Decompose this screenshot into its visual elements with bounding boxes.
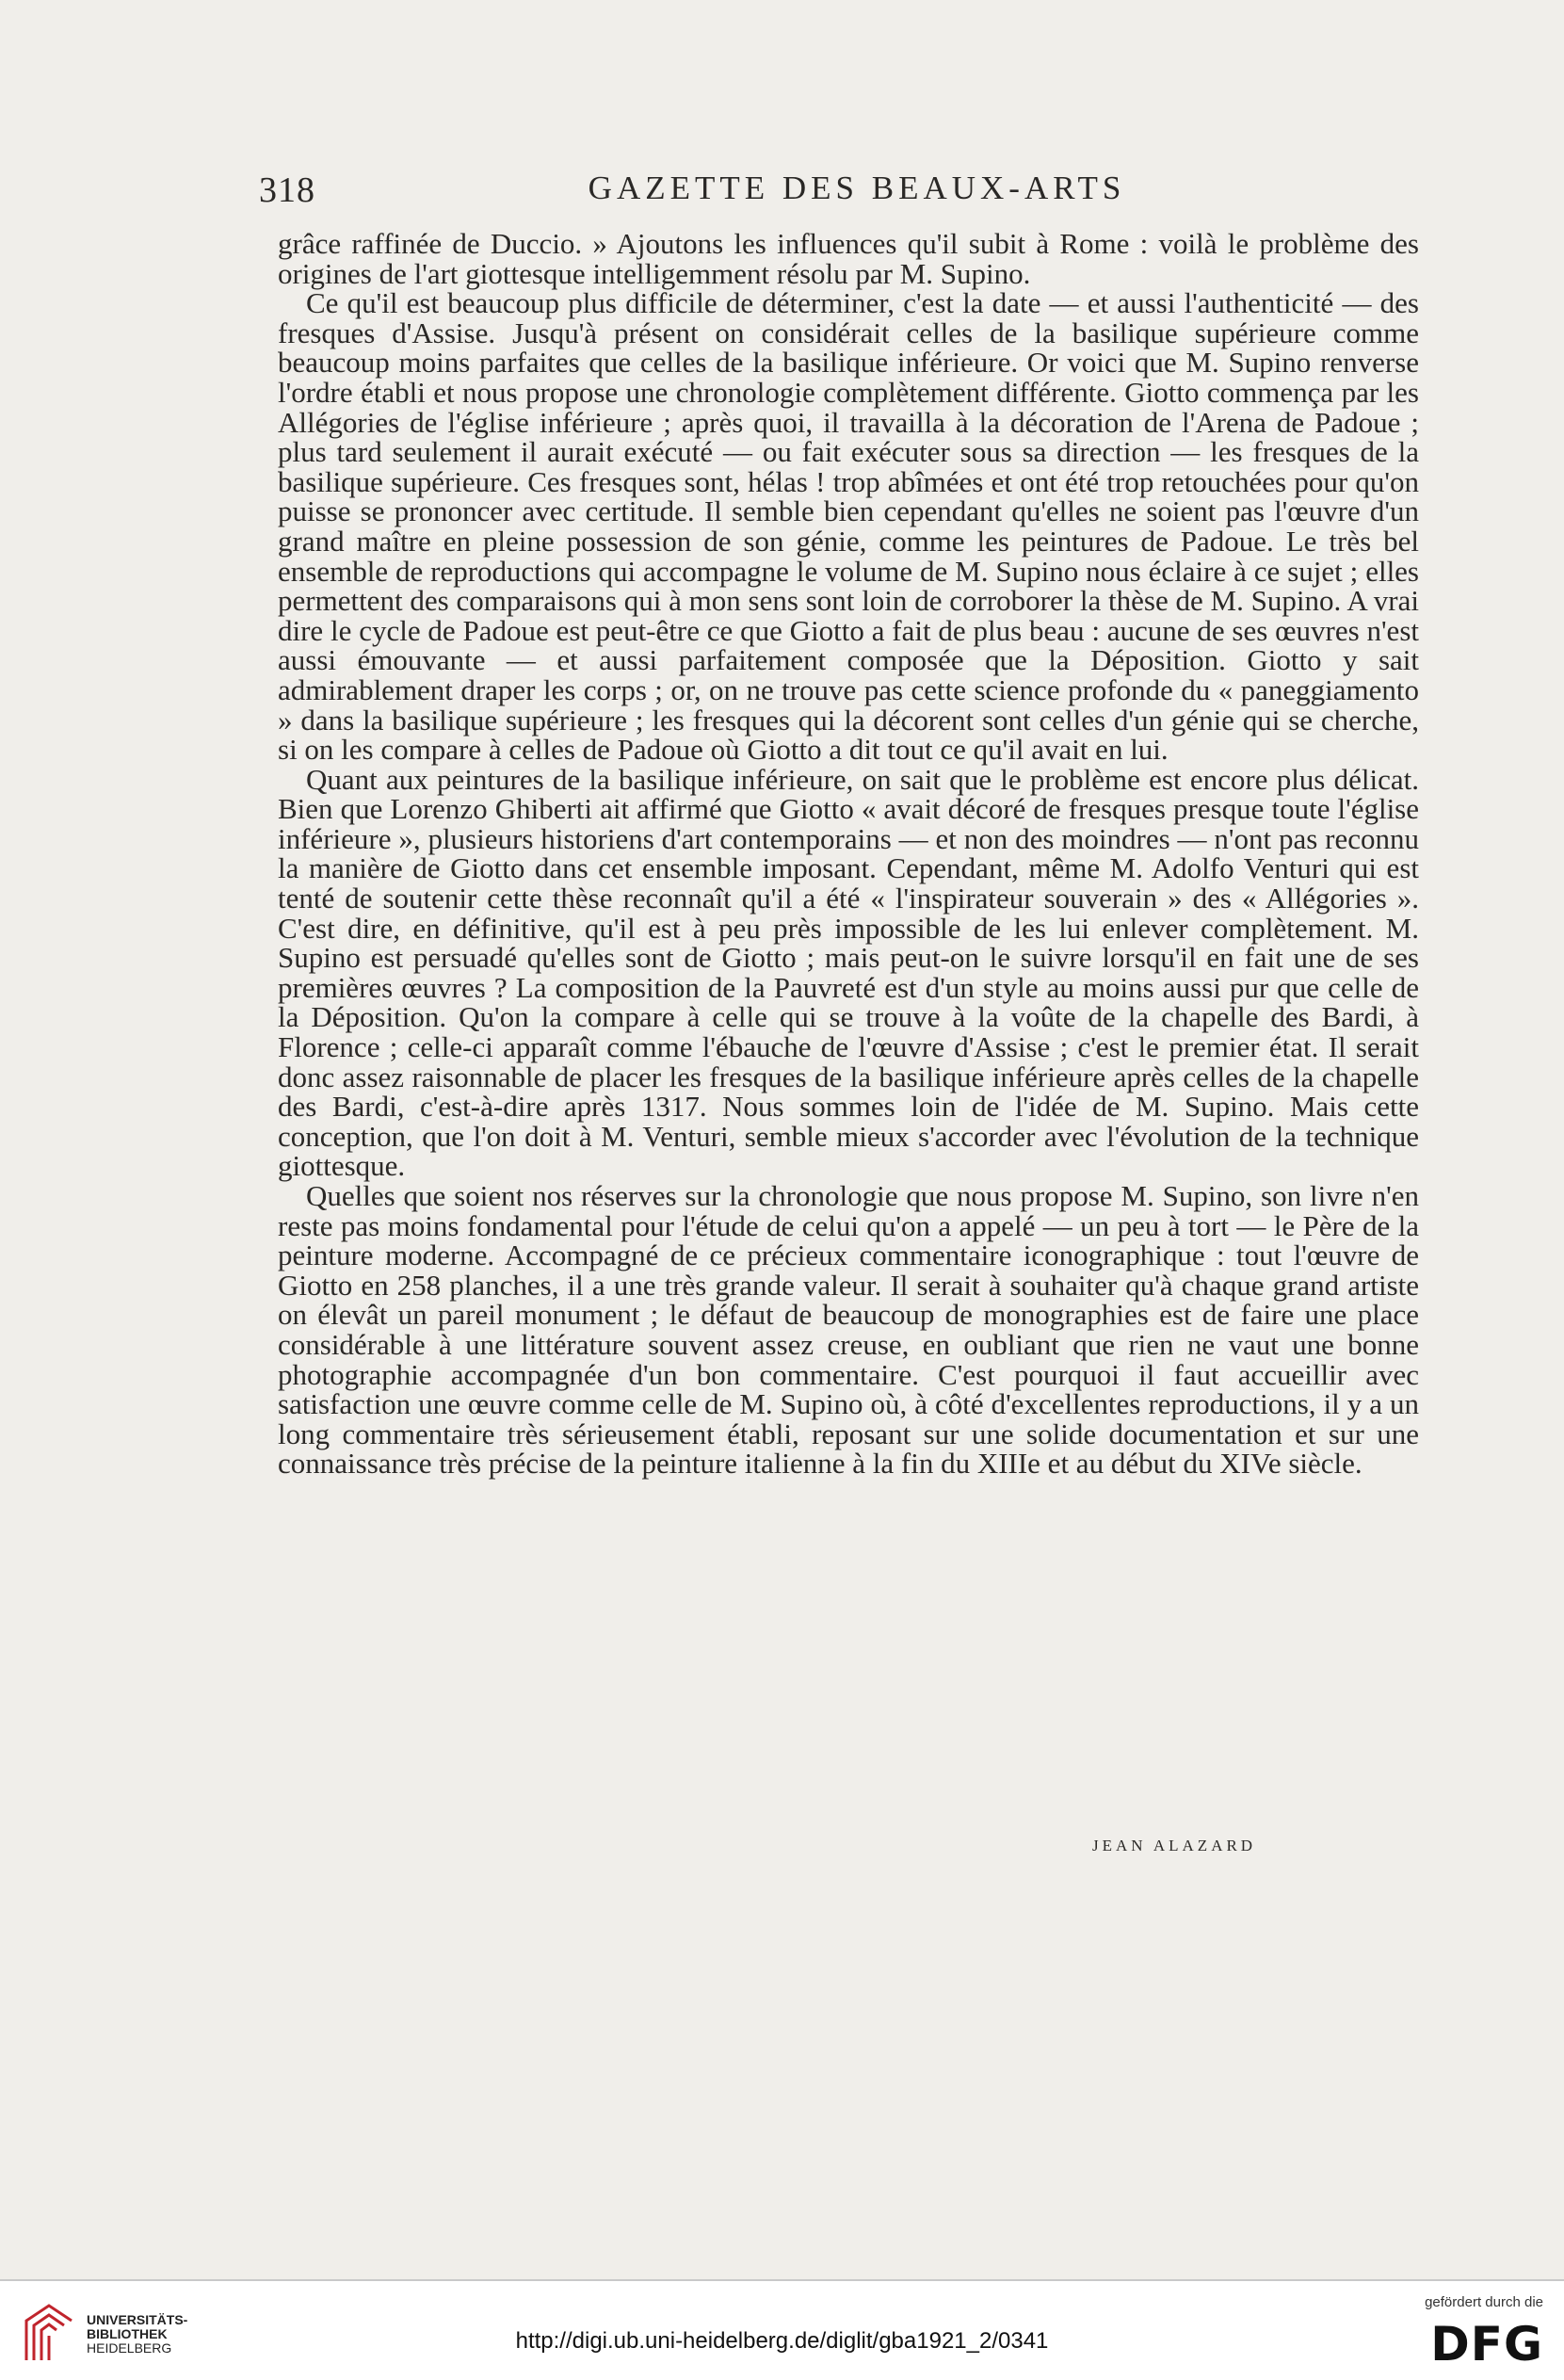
paragraph-3: Quant aux peintures de la basilique inférieure, on sait que le problème est encore plus délicat. Bien que Lorenzo Ghiberti ait affirmé que Giotto « avait décoré de fresques presque toute l'église inférieure », plusieurs historiens d'art contemporains — et non des moindres — n'ont pas reconnu la manière de Giotto dans cet ensemble imposant. Cependant, même M. Adolfo Venturi qui est tenté de soutenir cette thèse reconnaît qu'il a été « l'inspirateur souverain » des « Allégories ». C'est dire, en définitive, qu'il est à peu près impossible de les lui enlever complètement. M. Supino est persuadé qu'elles sont de Giotto ; mais peut-on le suivre lorsqu'il en fait une de ses premières œuvres ? La composition de la Pauvreté est d'un style au moins aussi pur que celle de la Déposition. Qu'on la compare à celle qui se trouve à la voûte de la chapelle des Bardi, à Florence ; celle-ci apparaît comme l'ébauche de l'œuvre d'Assise ; c'est le premier état. Il serait donc assez raisonnable de placer les fresques de la basilique inférieure après celles de la chapelle des Bardi, c'est-à-dire après 1317. Nous sommes loin de l'idée de M. Supino. Mais cette conception, que l'on doit à M. Venturi, semble mieux s'accorder avec l'évolution de la technique giottesque. bbox=[278, 762, 1419, 1183]
library-name-line-3: HEIDELBERG bbox=[87, 2340, 172, 2356]
article-body bbox=[278, 229, 1419, 1479]
page-header bbox=[259, 170, 1417, 215]
footer-divider bbox=[0, 2279, 1564, 2281]
dfg-logo: DFG bbox=[1430, 2317, 1543, 2372]
source-url-link[interactable]: http://digi.ub.uni-heidelberg.de/diglit/gba1921_2/0341 bbox=[515, 2328, 1049, 2354]
library-name-line-2: BIBLIOTHEK bbox=[87, 2326, 168, 2341]
paragraph-2: Ce qu'il est beaucoup plus difficile de déterminer, c'est la date — et aussi l'authenticité — des fresques d'Assise. Jusqu'à présent on considérait celles de la basilique supérieure comme beaucoup moins parfaites que celles de la basilique inférieure. Or voici que M. Supino renverse l'ordre établi et nous propose une chronologie complètement différente. Giotto commença par les Allégories de l'église inférieure ; après quoi, il travailla à la décoration de l'Arena de Padoue ; plus tard seulement il aurait exécuté — ou fait exécuter sous sa direction — les fresques de la basilique supérieure. Ces fresques sont, hélas ! trop abîmées et ont été trop retouchées pour qu'on puisse se prononcer avec certitude. Il semble bien cependant qu'elles ne soient pas l'œuvre d'un grand maître en pleine possession de son génie, comme les peintures de Padoue. Le très bel ensemble de reproductions qui accompagne le volume de M. Supino nous éclaire à ce sujet ; elles permettent des comparaisons qui à mon sens sont loin de corroborer la thèse de M. Supino. A vrai dire le cycle de Padoue est peut-être ce que Giotto a fait de plus beau : aucune de ses œuvres n'est aussi émouvante — et aussi parfaitement composée que la Déposition. Giotto y sait admirablement draper les corps ; or, on ne trouve pas cette science profonde du « paneggiamento » dans la basilique supérieure ; les fresques qui la décorent sont celles d'un génie qui se cherche, si on les compare à celles de Padoue où Giotto a dit tout ce qu'il avait en lui. bbox=[278, 286, 1419, 767]
funding-note: gefördert durch die bbox=[1425, 2294, 1543, 2310]
paragraph-1: grâce raffinée de Duccio. » Ajoutons les influences qu'il subit à Rome : voilà le problème des origines de l'art giottesque intelligemment résolu par M. Supino. bbox=[278, 227, 1419, 290]
footer-bar bbox=[0, 2279, 1564, 2380]
running-title: GAZETTE DES BEAUX-ARTS bbox=[588, 170, 1126, 206]
page-number: 318 bbox=[259, 170, 315, 210]
paragraph-4: Quelles que soient nos réserves sur la chronologie que nous propose M. Supino, son livre n'en reste pas moins fondamental pour l'étude de celui qu'on a appelé — un peu à tort — le Père de la peinture moderne. Accompagné de ce précieux commentaire iconographique : tout l'œuvre de Giotto en 258 planches, il a une très grande valeur. Il serait à souhaiter qu'à chaque grand artiste on élevât un pareil monument ; le défaut de beaucoup de monographies est de faire une place considérable à une littérature souvent assez creuse, en oubliant que rien ne vaut une bonne photographie accompagnée d'un bon commentaire. C'est pourquoi il faut accueillir avec satisfaction une œuvre comme celle de M. Supino où, à côté d'excellentes reproductions, il y a un long commentaire très sérieusement établi, reposant sur une solide documentation et sur une connaissance très précise de la peinture italienne à la fin du XIIIe et au début du XIVe siècle. bbox=[278, 1179, 1419, 1481]
library-name-line-1: UNIVERSITÄTS- bbox=[87, 2312, 188, 2327]
author-signature: JEAN ALAZARD bbox=[1092, 1837, 1257, 1854]
